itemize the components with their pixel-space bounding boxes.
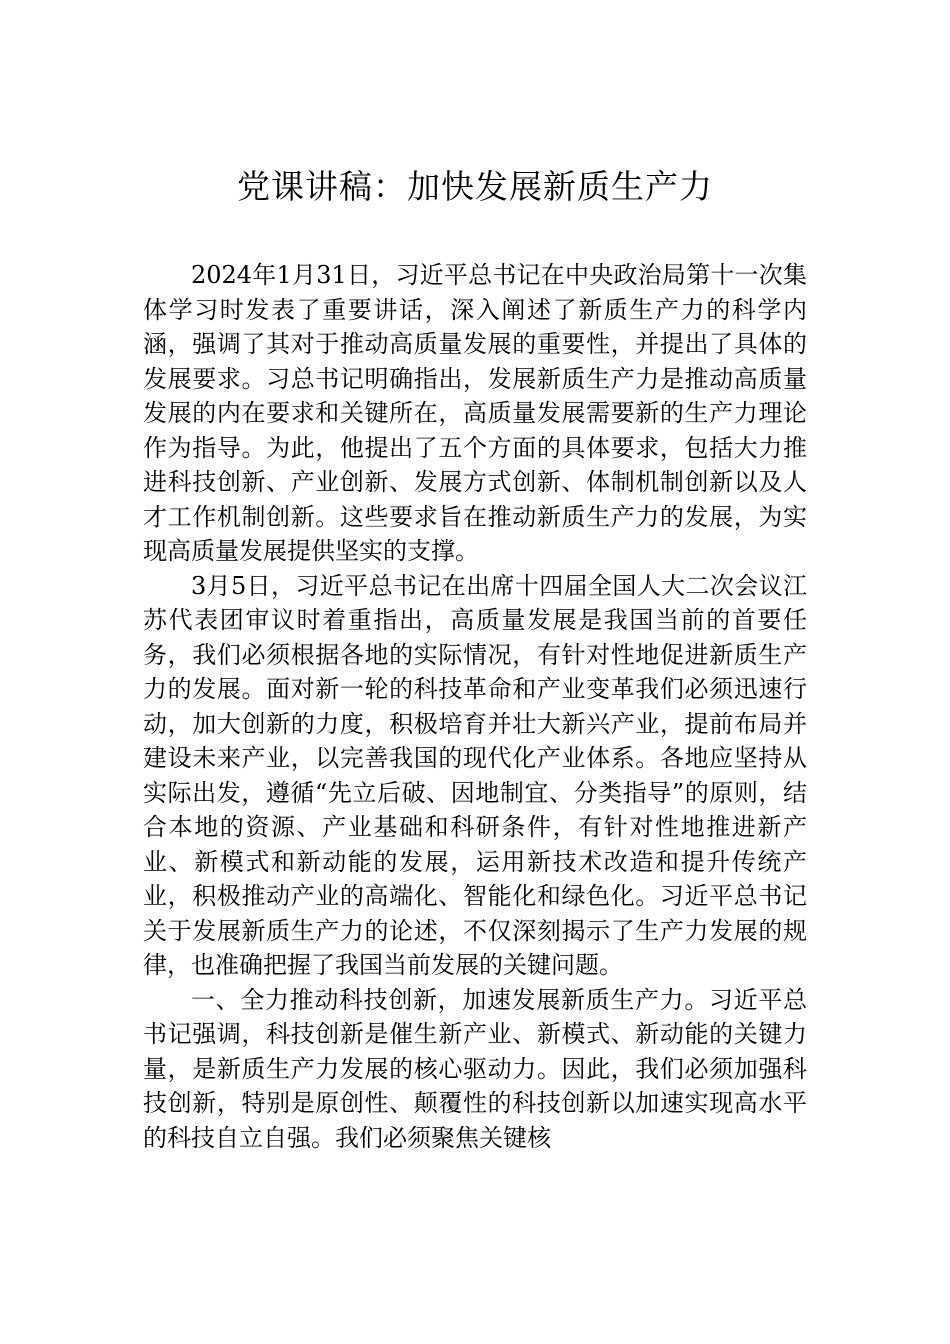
document-body [143, 258, 807, 1155]
paragraph-1: 2024年1月31日，习近平总书记在中央政治局第十一次集体学习时发表了重要讲话，深入阐述了新质生产力的科学内涵，强调了其对于推动高质量发展的重要性，并提出了具体的发展要求。习总书记明确指出，发展新质生产力是推动高质量发展的内在要求和关键所在，高质量发展需要新的生产力理论作为指导。为此，他提出了五个方面的具体要求，包括大力推进科技创新、产业创新、发展方式创新、体制机制创新以及人才工作机制创新。这些要求旨在推动新质生产力的发展，为实现高质量发展提供坚实的支撑。 [143, 261, 807, 565]
paragraph-3: 一、全力推动科技创新，加速发展新质生产力。习近平总书记强调，科技创新是催生新产业、新模式、新动能的关键力量，是新质生产力发展的核心驱动力。因此，我们必须加强科技创新，特别是原创性、颠覆性的科技创新以加速实现高水平的科技自立自强。我们必须聚焦关键核 [143, 985, 807, 1152]
document-title: 党课讲稿：加快发展新质生产力 [237, 167, 713, 206]
paragraph-2: 3月5日，习近平总书记在出席十四届全国人大二次会议江苏代表团审议时着重指出，高质量发展是我国当前的首要任务，我们必须根据各地的实际情况，有针对性地促进新质生产力的发展。面对新一轮的科技革命和产业变革我们必须迅速行动，加大创新的力度，积极培育并壮大新兴产业，提前布局并建设未来产业，以完善我国的现代化产业体系。各地应坚持从实际出发，遵循“先立后破、因地制宜、分类指导”的原则，结合本地的资源、产业基础和科研条件，有针对性地推进新产业、新模式和新动能的发展，运用新技术改造和提升传统产业，积极推动产业的高端化、智能化和绿色化。习近平总书记关于发展新质生产力的论述，不仅深刻揭示了生产力发展的规律，也准确把握了我国当前发展的关键问题。 [143, 571, 807, 979]
